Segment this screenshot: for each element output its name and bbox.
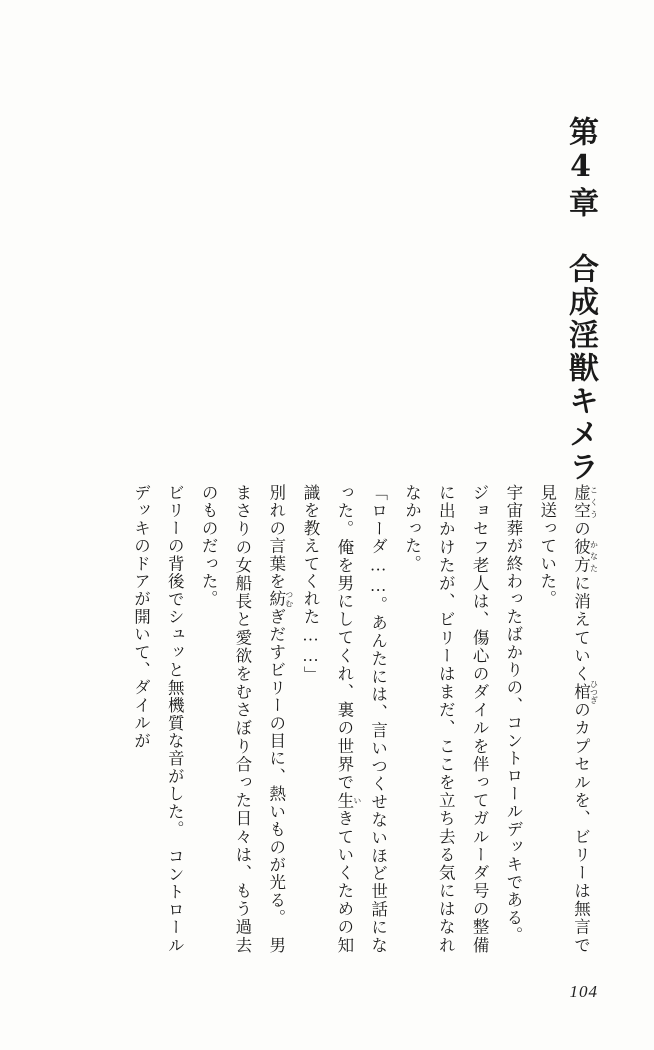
paragraph: ジョセフ老人は、傷心のダイルを伴ってガルーダ号の整備に出かけたが、ビリーはまだ、ここを立ち去る気にはなれなかった。 (402, 484, 490, 954)
body-text (56, 484, 598, 954)
page-number: 104 (569, 982, 598, 1001)
paragraph: 虚空 こくうの彼方 かなたに消えていく棺 ひつぎのカプセルを、ビリーは無言で見送っていた。 (537, 484, 599, 954)
ruby-kanata: 彼方 かなた (571, 538, 599, 575)
ruby-hitsugi: 棺 ひつぎ (571, 679, 599, 704)
paragraph: 別れの言葉を紡 つむぎだすビリーの目に、熱いものが光る。 男まさりの女船長と愛欲をむさぼり合った日々は、もう過去のものだった。 (199, 484, 294, 955)
page-content (56, 96, 598, 954)
ruby-iki: 生 い (334, 791, 362, 810)
chapter-title: 第4章 合成淫獣キメラ (563, 116, 598, 484)
ruby-kokuu: 虚空 こくう (571, 484, 599, 521)
paragraph: ビリーの背後でシュッと無機質な音がした。 コントロールデッキのドアが開いて、ダイルが (131, 484, 185, 954)
paragraph: 「ローダ……。あんたには、言いつくせないほど世話になった。俺を男にしてくれ、裏の世界で生 いきていくための知識を教えてくれた……」 (301, 484, 388, 954)
paragraph: 宇宙葬が終わったばかりの、コントロールデッキである。 (503, 484, 523, 945)
ruby-tsumugi: 紡 つむ (266, 590, 294, 608)
